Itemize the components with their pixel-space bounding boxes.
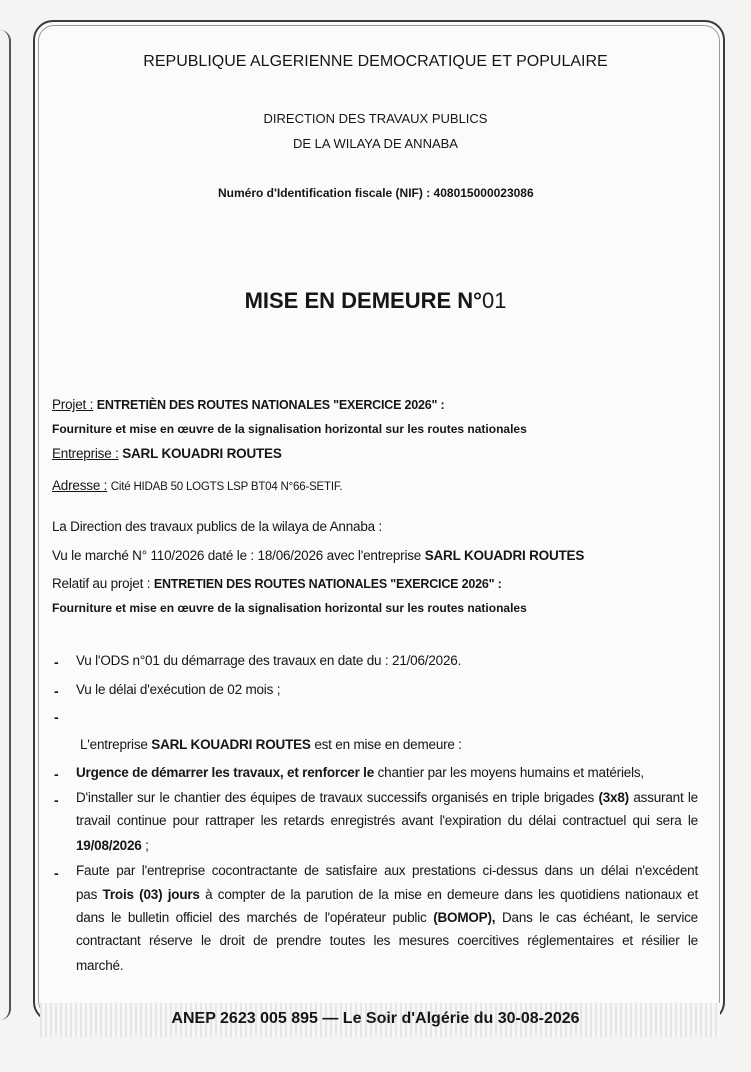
recital-bullet-delai: Vu le délai d'exécution de 02 mois ;	[76, 682, 281, 697]
demand-intro-suffix: est en mise en demeure :	[314, 737, 462, 752]
demand-intro-company: SARL KOUADRI ROUTES	[151, 737, 311, 752]
nif-line	[218, 186, 534, 200]
demand-intro-prefix: L'entreprise	[80, 737, 148, 752]
bullet-marker: -	[54, 654, 59, 670]
item3-delay: Trois (03) jours	[102, 887, 200, 902]
adresse-label: Adresse :	[52, 478, 108, 493]
republic-heading: REPUBLIQUE ALGERIENNE DEMOCRATIQUE ET POPULAIRE	[143, 53, 608, 70]
demand-item-2-line-3	[76, 838, 149, 853]
bullet-marker: -	[54, 683, 59, 699]
bullet-marker: -	[54, 766, 59, 782]
entreprise-line	[52, 446, 282, 461]
direction-line-2: DE LA WILAYA DE ANNABA	[293, 136, 458, 151]
demand-item-3-line-1: Faute par l'entreprise cocontractante de satisfaire aux prestations ci-dessus dans un délai n'excédent	[76, 863, 698, 878]
item2-end: ;	[145, 838, 149, 853]
relatif-value: ENTRETIEN DES ROUTES NATIONALES "EXERCICE 2026" :	[153, 577, 502, 591]
entreprise-value: SARL KOUADRI ROUTES	[122, 446, 282, 461]
demand-item-2-line-1	[76, 790, 698, 805]
bullet-marker: -	[54, 792, 59, 808]
demand-item-3-line-2	[76, 887, 698, 902]
item2-text-c: assurant le	[633, 790, 698, 805]
item1-rest: chantier par les moyens humains et matériels,	[377, 765, 644, 780]
relatif-prefix: Relatif au projet :	[52, 576, 151, 591]
nif-label: Numéro d'Identification fiscale (NIF) :	[218, 186, 431, 200]
demand-item-3-line-5: marché.	[76, 958, 124, 973]
direction-line-1: DIRECTION DES TRAVAUX PUBLICS	[263, 111, 488, 126]
demand-intro	[80, 737, 462, 752]
recital-marche	[52, 548, 584, 563]
recital-relatif	[52, 576, 502, 591]
demand-item-3-line-3	[76, 910, 698, 925]
item3-pas: pas	[76, 887, 98, 902]
bullet-marker: -	[54, 865, 59, 881]
demand-item-2-line-2: travail continue pour rattraper les retards enregistrés avant l'expiration du délai contractuel qui sera le	[76, 813, 698, 828]
item1-bold: Urgence de démarrer les travaux, et renforcer le	[76, 765, 375, 780]
demand-item-1	[76, 765, 644, 780]
title-main: MISE EN DEMEURE N°	[244, 288, 482, 313]
projet-value: ENTRETIÈN DES ROUTES NATIONALES "EXERCICE 2026" :	[96, 398, 445, 412]
item2-brigades: (3x8)	[598, 790, 629, 805]
nif-value: 408015000023086	[433, 186, 534, 200]
anep-footer: ANEP 2623 005 895 — Le Soir d'Algérie du 30-08-2026	[171, 1010, 580, 1027]
item2-text-a: D'installer sur le chantier des équipes de travaux successifs organisés en triple brigades	[76, 790, 595, 805]
item3-text-c: à compter de la parution de la mise en demeure dans les quotidiens nationaux et	[205, 887, 698, 902]
projet-line	[52, 397, 444, 412]
title-number: 01	[481, 288, 507, 313]
item3-service: Dans le cas échéant, le service	[501, 910, 698, 925]
item3-bulletin: dans le bulletin officiel des marchés de l'opérateur public	[76, 910, 427, 925]
recital-bullet-ods: Vu l'ODS n°01 du démarrage des travaux en date du : 21/06/2026.	[76, 653, 462, 668]
projet-label: Projet :	[52, 397, 94, 412]
adjacent-page-edge	[0, 30, 11, 1020]
adresse-value: Cité HIDAB 50 LOGTS LSP BT04 N°66-SETIF.	[110, 481, 343, 493]
item3-bomop: (BOMOP),	[433, 910, 496, 925]
recital-intro: La Direction des travaux publics de la wilaya de Annaba :	[52, 519, 383, 534]
document-title	[0, 288, 751, 314]
marche-text: Vu le marché N° 110/2026 daté le : 18/06/2026 avec l'entreprise	[52, 548, 422, 563]
bullet-marker: -	[54, 709, 59, 725]
marche-company: SARL KOUADRI ROUTES	[424, 548, 585, 563]
demand-item-3-line-4: contractant réserve le droit de prendre toutes les mesures coercitives réglementaires et résilier le	[76, 933, 698, 948]
relatif-detail: Fourniture et mise en œuvre de la signalisation horizontal sur les routes nationales	[52, 601, 527, 615]
adresse-line	[52, 478, 342, 493]
entreprise-label: Entreprise :	[52, 446, 119, 461]
projet-detail: Fourniture et mise en œuvre de la signalisation horizontal sur les routes nationales	[52, 422, 527, 436]
item2-date: 19/08/2026	[76, 838, 142, 853]
